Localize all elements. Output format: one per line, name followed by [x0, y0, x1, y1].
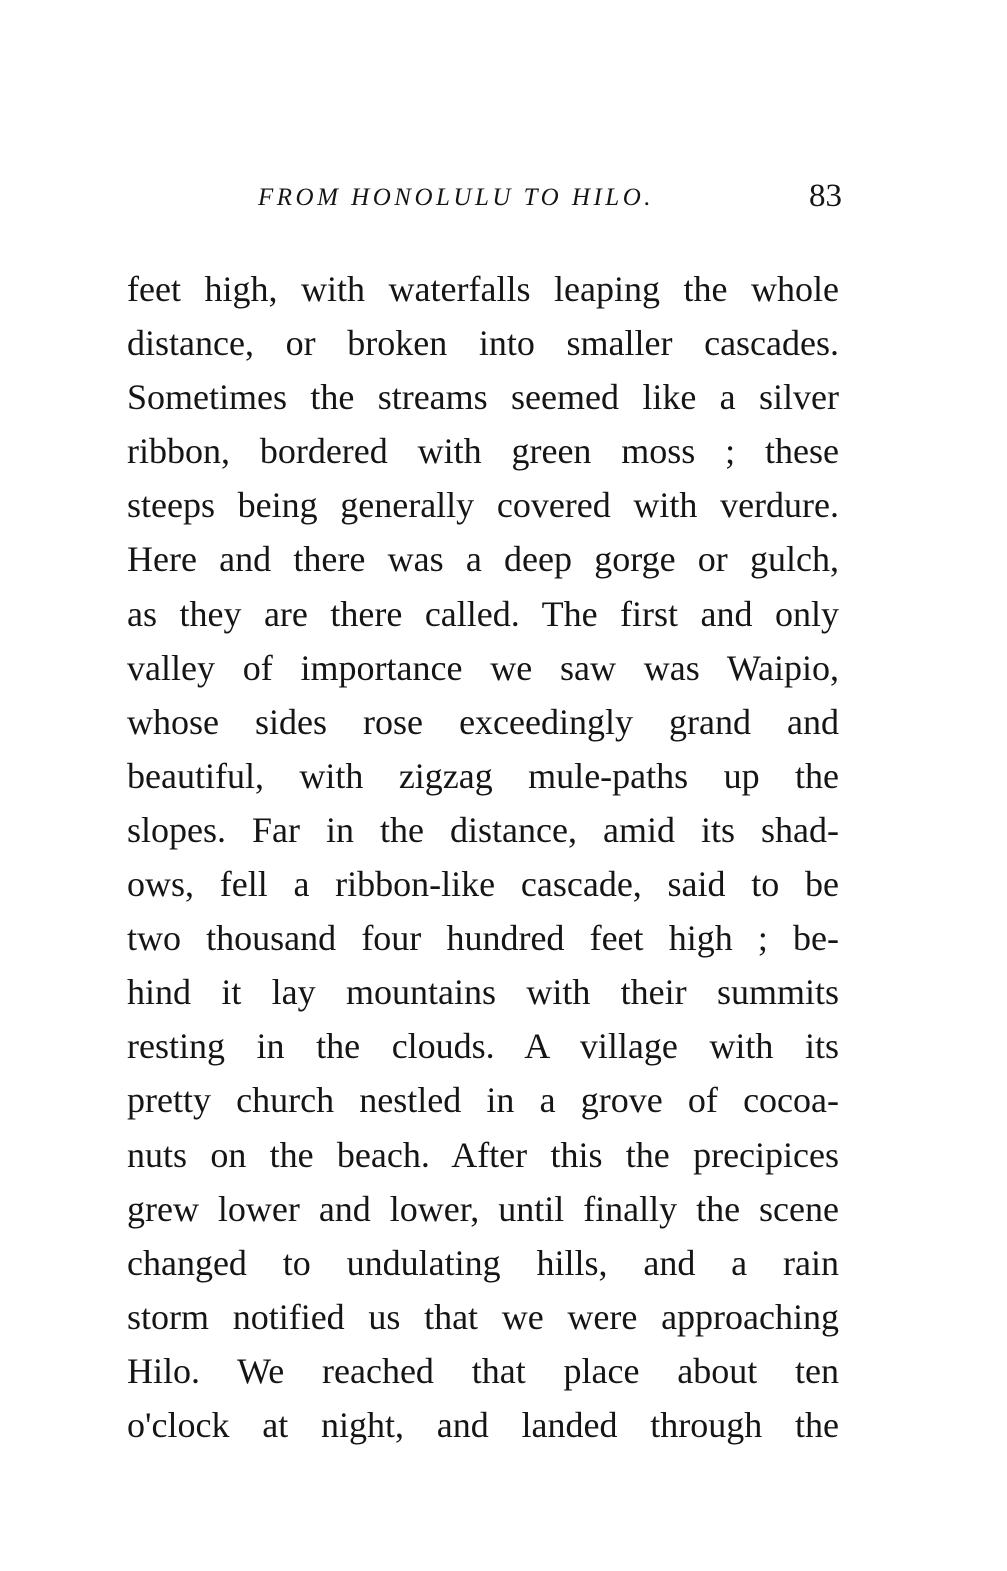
text-line: beautiful, with zigzag mule-paths up the [127, 755, 839, 796]
text-line: changed to undulating hills, and a rain [127, 1242, 839, 1283]
text-line: valley of importance we saw was Waipio, [127, 647, 839, 688]
text-line: hind it lay mountains with their summits [127, 972, 839, 1013]
text-line: resting in the clouds. A village with its [127, 1026, 839, 1067]
text-line: slopes. Far in the distance, amid its shad- [127, 809, 839, 850]
text-line: whose sides rose exceedingly grand and [127, 701, 839, 742]
text-line: ows, fell a ribbon-like cascade, said to be [127, 864, 839, 905]
text-line: distance, or broken into smaller cascades. [127, 323, 839, 364]
text-line: Here and there was a deep gorge or gulch, [127, 539, 839, 580]
text-line: two thousand four hundred feet high ; be- [127, 918, 839, 959]
text-line: as they are there called. The first and only [127, 593, 839, 634]
body-text [127, 262, 839, 1452]
text-line: nuts on the beach. After this the precipices [127, 1134, 839, 1175]
page-number: 83 [809, 178, 842, 214]
text-line: ribbon, bordered with green moss ; these [127, 431, 839, 472]
running-title: FROM HONOLULU TO HILO. [258, 184, 655, 211]
text-line: steeps being generally covered with verdure. [127, 485, 839, 526]
text-line: grew lower and lower, until finally the scene [127, 1188, 839, 1229]
text-line: pretty church nestled in a grove of cocoa- [127, 1080, 839, 1121]
text-line: Sometimes the streams seemed like a silver [127, 377, 839, 418]
text-line: storm notified us that we were approaching [127, 1296, 839, 1337]
running-head [130, 178, 842, 224]
text-line: feet high, with waterfalls leaping the whole [127, 269, 839, 309]
text-line: Hilo. We reached that place about ten [127, 1350, 839, 1391]
text-line: o'clock at night, and landed through the [127, 1404, 839, 1445]
